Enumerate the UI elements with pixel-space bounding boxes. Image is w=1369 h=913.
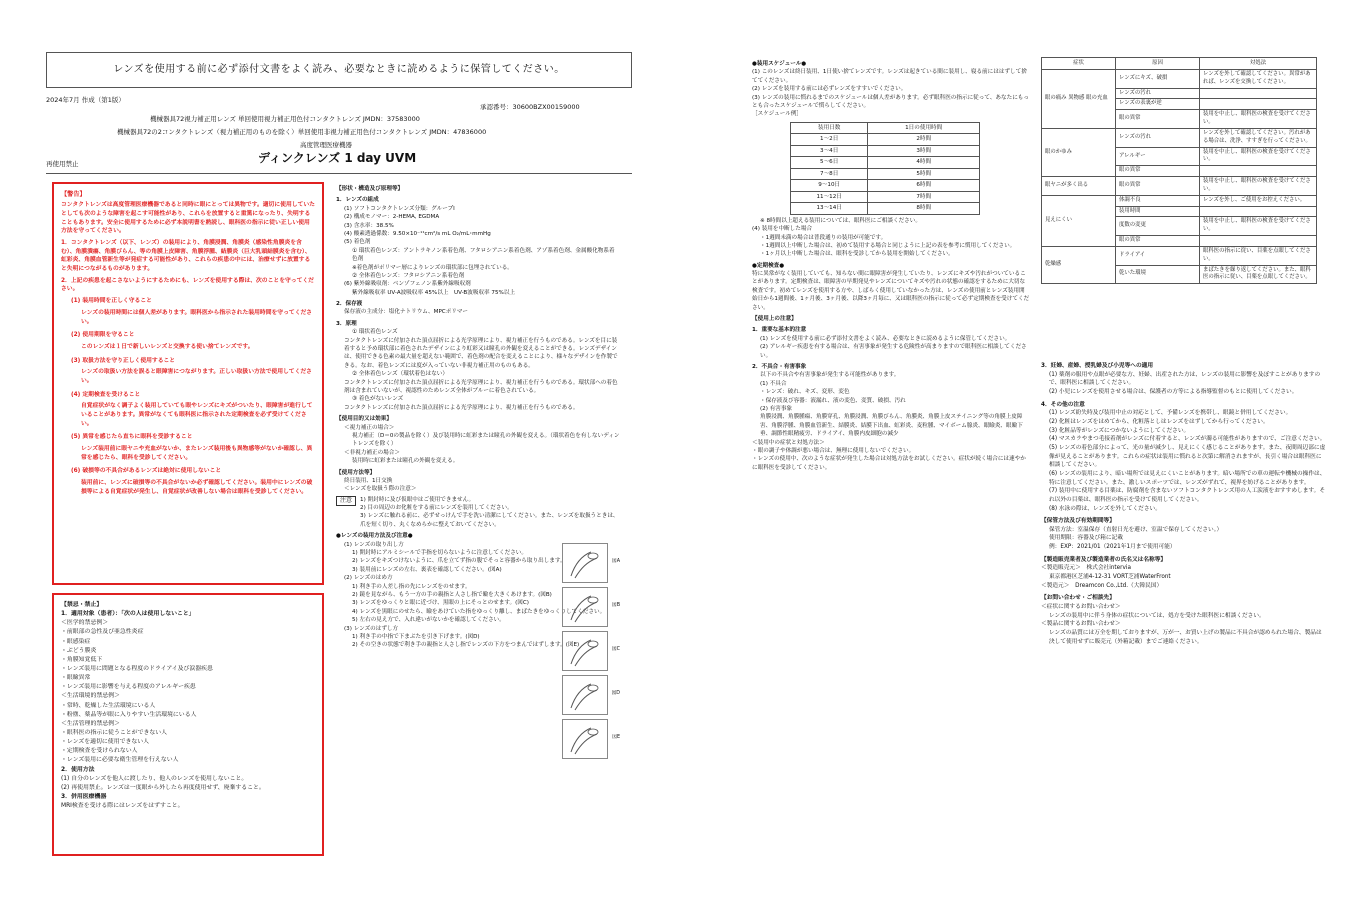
warning-sub-3-body: レンズの取扱い方法を誤ると眼障害につながります。正しい取扱い方法で使用してください。 — [81, 369, 312, 384]
schedule-row — [791, 157, 980, 169]
warning-sub-4-body: 自覚症状がなく調子よく装用していても眼やレンズにキズがついたり、眼障害が進行していることがあります。異常がなくても眼科医に指示された定期検査を必ず受けてください。 — [81, 403, 313, 427]
caution-line: 2) 目の周辺のお化粧をする前にレンズを装用してください。 — [360, 505, 513, 512]
spec-list — [336, 196, 620, 412]
warning-sub-2-title: (2) 使用期限を守ること — [71, 332, 135, 339]
spec-line: 3．原理 — [336, 320, 357, 327]
contact-line: レンズの装用中に伴う身体の症状については、処方を受けた眼科医に相談ください。 — [1049, 612, 1265, 619]
caution-block — [336, 496, 620, 530]
usage-line: ・レンズ：破れ、キズ、変形、変色 — [760, 389, 850, 396]
other-note-line: 4．その他の注意 — [1041, 401, 1085, 408]
contraindication-line: ・定期検査を受けられない人 — [61, 748, 138, 755]
handling-section-title: (2) レンズのはめ方 — [344, 575, 393, 582]
usage-line: 1．重要な基本的注意 — [752, 327, 807, 334]
hand-lens-icon — [565, 634, 605, 668]
spec-line: コンタクトレンズに付加された頂点屈折による光学原理により、視力補正を行うものである。レンズを目に装着すると予め環状部に着色されたデザインにより虹彩又は瞳孔の外観を変えることができる。レンズデザインは、使用できる色素の最大量を超えない範囲で、着色剤の配合を変えることにより、様々なデザインを作製できる。なお、着色レンズには度が入っていない非視力補正用のものもある。 — [344, 337, 618, 369]
schedule-column — [752, 57, 1030, 637]
interrupt-line: ・1週間以上中断した場合は、初めて装用する場合と同じように上記の表を参考に慣用してください。 — [760, 242, 1016, 249]
handling-step: 1) 利き手の人差し指の先にレンズをのせます。 — [352, 583, 471, 590]
symptom-note: ・レンズの使用中、次のような症状が発生した場合は対処方法をお試しください。症状が続く場合には速やかに眼科医を受診してください。 — [752, 456, 1026, 471]
warning-item-1: 1．コンタクトレンズ（以下、レンズ）の装用により、角膜浸潤、角膜炎（感染性角膜炎を含む）、角膜潰瘍、角膜びらん、等の角膜上皮障害、角膜浮腫、結膜炎（巨大乳頭結膜炎を含む）、虹彩炎、角膜血管新生等が発症する可能性があり、これらの疾患の中には、治療せずに放置すると失明につながるものがあります。 — [61, 240, 311, 273]
maker-line: ＜製造元＞ Dreamcon Co.,Ltd.（大韓民国） — [1041, 582, 1163, 589]
contraindication-line: ・前眼部の急性及び亜急性炎症 — [61, 629, 144, 636]
approval-number: 承認番号：30600BZX00159000 — [480, 103, 580, 111]
contraindication-line: (1) 自分のレンズを他人に渡したり、他人のレンズを使用しないこと。 — [61, 775, 248, 782]
warning-sub-6-body: 装用前に、レンズに破損等の不具合がないか必ず確認してください。装用中にレンズの破損等による自覚症状が発生し、自覚症状が改善しない場合は眼科を受診してください。 — [81, 480, 313, 495]
interrupt-list — [752, 234, 1030, 259]
other-note-line: (6) レンズの装用により、暗い場所では見えにくいことがあります。暗い場所での車の運転や機械の操作は、特に注意してください。また、激しいスポーツでは、レンズがずれて、視界を妨げることがあります。 — [1049, 470, 1326, 486]
header-divider — [46, 173, 632, 174]
storage-list — [1041, 526, 1326, 552]
warning-sub-1-body: レンズの装用時間には個人差があります。眼科医から指示された装用時間を守ってください。 — [81, 309, 313, 325]
contraindication-box — [52, 593, 324, 856]
contraindication-line: ・ぶどう膜炎 — [61, 647, 97, 654]
spec-line: ② 全体着色レンズ：フタロシアニン系着色剤 — [352, 272, 465, 279]
contact-line: レンズの品質には万全を期しておりますが、万が一、お買い上げの製品に不具合が認められた場合、製品は決して使用せずに販売元（外箱記載）までご連絡ください。 — [1049, 630, 1322, 645]
schedule-row — [791, 134, 980, 146]
cause-cell: 乾いた環境 — [1116, 265, 1200, 284]
checkup-title: ●定期検査● — [752, 262, 785, 269]
interrupt-line: ・1ヶ月以上中断した場合は、眼科を受診してから装用を開始してください。 — [760, 251, 954, 258]
action-cell: 装用を中止し、眼科医の検査を受けてください。 — [1200, 177, 1317, 196]
other-note-line: (1) 薬剤の服用や点眼が必要な方、妊婦、出産された方は、レンズの装用に影響を及ぼすことがありますので、眼科医に相談してください。 — [1049, 371, 1321, 387]
contact-list — [1041, 603, 1326, 646]
schedule-hours: 4時間 — [868, 157, 980, 169]
spec-line: 紫外線吸収率 UV-A波吸収率 45%以上 UV-B波吸収率 75%以上 — [352, 289, 516, 296]
schedule-header-days: 装用日数 — [791, 122, 868, 134]
schedule-hours: 7時間 — [868, 191, 980, 203]
handling-step: 5) 左右の見え方で、入れ違いがないかを確認してください。 — [352, 617, 505, 624]
symptom-cell: 見えにくい — [1042, 195, 1116, 246]
spec-title: 【形状・構造及び原理等】 — [336, 186, 404, 192]
figure-label: 図E — [612, 734, 620, 740]
figure-label: 図D — [611, 690, 620, 696]
cause-header: 原因 — [1116, 58, 1200, 70]
handling-section-title: (3) レンズのはずし方 — [344, 625, 399, 632]
contraindication-line: ＜医学的禁忌例＞ — [61, 620, 109, 627]
spec-line: (3) 含水率：38.5% — [344, 222, 394, 229]
warning-sub-1-title: (1) 装用時間を正しく守ること — [71, 298, 152, 305]
purpose-line: ＜非視力補正の場合＞ — [344, 449, 400, 456]
method-line: ＜レンズを取扱う際の注意＞ — [344, 486, 417, 493]
action-cell — [1200, 236, 1317, 247]
usage-list — [752, 326, 1030, 438]
spec-line: (1) ソフトコンタクトレンズ分類：グループⅠ — [344, 205, 455, 212]
classification-line-3: 高度管理医療機器 — [300, 141, 352, 149]
contraindication-list — [61, 610, 315, 811]
schedule-hours: 6時間 — [868, 180, 980, 192]
classification-line-2: 機械器具72の2コンタクトレンズ（視力補正用のものを除く）単回使用非視力補正用色付コンタクトレンズ JMDN：47836000 — [117, 128, 487, 136]
contraindication-line: ・眼瞼異常 — [61, 675, 91, 682]
cause-cell: 度数の変更 — [1116, 217, 1200, 236]
symptom-notes — [752, 447, 1030, 472]
schedule-table — [790, 122, 980, 215]
contraindication-line: (2) 再使用禁止。レンズは一度眼から外したら再度使用せず、廃棄すること。 — [61, 784, 265, 791]
warning-sub-5-body: レンズ装用前に眼ヤニや充血がないか、またレンズ装用後も異物感等がないか確認し、異常を感じたら、眼科を受診してください。 — [81, 446, 313, 461]
schedule-days: 3～4日 — [791, 145, 868, 157]
purpose-line: ＜視力補正の場合＞ — [344, 424, 395, 431]
other-note-line: (7) 装用中に使用する目薬は、防腐剤を含まないソフトコンタクトレンズ用の人工涙液をおすすめします。それ以外の目薬は、眼科医の指示を受けて使用してください。 — [1049, 488, 1326, 503]
contraindication-line: ・眼感染症 — [61, 638, 91, 645]
maker-line: 東京都港区芝浦4-12-31 VORT芝浦WaterFront — [1049, 574, 1171, 581]
spec-line: 保存液の主成分：塩化ナトリウム、MPCポリマー — [344, 309, 468, 316]
other-note-line: (4) マスカラやまつ毛接着剤がレンズに付着すると、レンズが濁る可能性がありますので、ご注意ください。 — [1049, 436, 1326, 443]
handling-step: 2) その空きの状態で利き手の親指と人さし指でレンズの下方をつまんではずします。(図E) — [352, 642, 580, 649]
cause-cell: アレルギー — [1116, 147, 1200, 166]
schedule-title: ●装用スケジュール● — [752, 61, 807, 67]
purpose-title: 【使用目的又は効果】 — [336, 416, 392, 423]
symptom-header: 症状 — [1042, 58, 1116, 70]
contraindication-title: 【禁忌・禁止】 — [61, 602, 103, 608]
handling-steps — [336, 541, 620, 740]
hand-lens-icon — [565, 590, 605, 624]
illustration-box — [562, 543, 608, 583]
contraindication-line: ・レンズ装用に問題となる程度のドライアイ及び涙器疾患 — [61, 665, 213, 672]
contraindication-line: MRI検査を受ける際にはレンズをはずすこと。 — [61, 803, 184, 810]
contact-title: 【お問い合わせ・ご相談先】 — [1041, 595, 1115, 602]
symptom-row — [1042, 195, 1317, 206]
spec-line: (5) 着色剤 — [344, 239, 371, 246]
product-title: ディンクレンズ 1 day UVM — [258, 151, 417, 165]
schedule-row — [791, 168, 980, 180]
usage-line: 2．不具合・有害事象 — [752, 363, 807, 370]
contraindication-line: ・粉塵、薬品等が眼に入りやすい生活環境にいる人 — [61, 711, 197, 718]
warning-sub-4-title: (4) 定期検査を受けること — [71, 391, 141, 398]
method-title: 【使用方法等】 — [336, 469, 376, 476]
schedule-hours: 3時間 — [868, 145, 980, 157]
contact-line: ＜症状に関するお問い合わせ＞ — [1041, 604, 1121, 611]
other-note-line: (2) 化粧はレンズをはめてから、化粧落としはレンズをはずしてから行ってください。 — [1049, 418, 1269, 425]
schedule-notes — [752, 68, 1030, 110]
storage-line: 使用期限：容器及び箱に記載 — [1049, 535, 1123, 542]
handling-step: 1) 開封時にアルミシールで手指を切らないように注意してください。 — [352, 550, 527, 557]
handling-step: 3) レンズをゆっくりと眼に近づけ、黒眼の上にそっとのせます。(図C) — [352, 600, 529, 607]
spec-line: ※着色剤がポリマー層によりレンズの環状部に包埋されている。 — [352, 264, 513, 271]
symptom-cell: 眼のかゆみ — [1042, 128, 1116, 176]
schedule-days: 13～14日 — [791, 203, 868, 215]
figure-label: 図C — [611, 646, 620, 652]
cause-cell: 眼の異常 — [1116, 236, 1200, 247]
schedule-row — [791, 191, 980, 203]
issue-date: 2024年7月 作成（第1版） — [46, 96, 125, 104]
action-header: 対処法 — [1200, 58, 1317, 70]
caution-list — [360, 496, 620, 530]
contraindication-line: ・眼科医の指示に従うことができない人 — [61, 729, 168, 736]
checkup-text: 特に異常がなく装用していても、知らない間に眼障害が発生していたり、レンズにキズや汚れがついていることがあります。定期検査は、眼障害の早期発見やレンズについてキズや汚れの状態の確認をするために大切な検査です。初めてレンズを使用する方や、しばらく使用していなかった方は、レンズの使用前とレンズ装用開始日から1週間後、1ヶ月後、3ヶ月後、以降3ヶ月毎に、又は眼科医の指示に従って必ず定期検査を受けてください。 — [752, 271, 1030, 311]
cause-cell: 眼の異常 — [1116, 110, 1200, 129]
schedule-line: (1) このレンズは終日装用、1日使い捨てレンズです。レンズは起きている間に装用し、寝る前にははずして捨ててください。 — [752, 69, 1027, 84]
symptom-cell: 眼の痛み 異物感 眼の充血 — [1042, 70, 1116, 129]
handling-step: 4) レンズを黒眼にのせたら、瞼をあけていた指をゆっくり離し、まばたきをゆっくりしてください。 — [352, 608, 606, 615]
storage-line: 例：EXP：2021/01（2021年1月まで使用可能） — [1049, 544, 1176, 551]
purpose-line: 視力補正（D＝0の製品を除く）及び装用時に虹彩または瞳孔の外観を変える。（環状着色を有しないディントレンズを除く） — [352, 432, 620, 448]
symptom-row — [1042, 128, 1317, 147]
schedule-table-label: ［スケジュール例］ — [752, 111, 803, 118]
reuse-prohibited-label: 再使用禁止 — [46, 160, 79, 168]
usage-line: ・保存液及び容器：液漏れ、液の変色、変質、破損、汚れ — [760, 397, 906, 404]
symptom-row — [1042, 70, 1317, 89]
schedule-hours: 2時間 — [868, 134, 980, 146]
spec-line: (6) 紫外線吸収剤：ベンゾフェノン系紫外線吸収剤 — [344, 281, 471, 288]
cause-cell: 体調不良 — [1116, 195, 1200, 206]
cause-cell: 装用時間 — [1116, 206, 1200, 217]
schedule-hours: 5時間 — [868, 168, 980, 180]
schedule-note: ※ 8時間以上超える装用については、眼科医にご相談ください。 — [760, 217, 921, 224]
handling-step: 1) 利き手の中指で下まぶたを引き下げます。(図D) — [352, 633, 480, 640]
contraindication-line: ・常時、乾燥した生活環境にいる人 — [61, 702, 156, 709]
symptom-row — [1042, 246, 1317, 265]
action-cell: 装用を中止し、眼科医の検査を受けてください。 — [1200, 147, 1317, 166]
handling-step: 3) 装用前にレンズの左右、裏表を確認してください。(図A) — [352, 566, 502, 573]
schedule-line: (3) レンズの装用に慣れるまでのスケジュールは個人差があります。必ず眼科医の指示に従って、あなたにもっとも合ったスケジュールで慣らしてください。 — [752, 94, 1029, 109]
schedule-days: 5～6日 — [791, 157, 868, 169]
warning-box — [52, 182, 324, 585]
spec-line: ③ 着色がないレンズ — [352, 396, 404, 403]
schedule-row — [791, 180, 980, 192]
cause-cell: 眼の異常 — [1116, 177, 1200, 196]
other-note-line: (2) 小児にレンズを使用させる場合は、保護者の方等による指導監督のもとに使用してください。 — [1049, 388, 1298, 395]
interrupt-line: ・1週間未満の場合は普段通りの装用が可能です。 — [760, 234, 887, 241]
cause-cell: レンズにキズ、破損 — [1116, 70, 1200, 89]
warning-sub-6-title: (6) 破損等の不具合があるレンズは絶対に使用しないこと — [71, 468, 222, 475]
cause-cell: レンズの汚れ — [1116, 128, 1200, 147]
spec-line: コンタクトレンズに付加された頂点屈折による光学原理により、視力補正を行うものである。 — [344, 404, 579, 411]
schedule-days: 9～10日 — [791, 180, 868, 192]
figure-label: 図B — [611, 602, 620, 608]
other-note-line: (5) レンズの着色部分によって、光の量が減少し、見えにくく感じることがあります。また、夜間周辺部に虚像が見えることがあります。これらの症状は装用に慣れると次第に解消されますが、長引く場合は眼科医に相談してください。 — [1049, 444, 1326, 469]
caution-tag: 注意 — [336, 496, 356, 506]
interrupt-title: (4) 装用を中断した場合 — [752, 226, 813, 233]
cause-cell: 眼の異常 — [1116, 166, 1200, 177]
hand-lens-icon — [565, 678, 605, 712]
hand-lens-icon — [565, 722, 605, 756]
figure-label: 図A — [611, 558, 620, 564]
contraindication-line: ＜生活管理的禁忌例＞ — [61, 720, 120, 727]
method-list — [336, 477, 620, 494]
schedule-header-hours: 1日の使用時間 — [868, 122, 980, 134]
handling-step: 2) レンズをキズつけないように、爪を立てず指の腹でそっと容器から取り出します。 — [352, 558, 566, 565]
illustration-box — [562, 631, 608, 671]
other-notes-list — [1041, 362, 1326, 513]
usage-line: 以下の不具合や有害事象が発生する可能性があります。 — [760, 372, 900, 379]
other-note-line: (1) レンズ紛失時及び装用中止の対応として、予備レンズを携帯し、眼鏡と併用してください。 — [1049, 410, 1292, 417]
symptom-cell: 眼ヤニが多く出る — [1042, 177, 1116, 196]
symptom-title: ＜装用中の症状と対処方法＞ — [752, 439, 825, 446]
symptom-note: ・眼の調子や体調が悪い場合は、無理に使用しないでください。 — [752, 447, 915, 454]
usage-notice-banner: レンズを使用する前に必ず添付文書をよく読み、必要なときに読めるように保管してください。 — [46, 52, 632, 88]
symptom-row — [1042, 177, 1317, 196]
warning-sub-2-body: このレンズは１日で新しいレンズと交換する使い捨てレンズです。 — [81, 343, 254, 350]
action-cell — [1200, 88, 1317, 99]
handling-step: 2) 鏡を見ながら、もう一方の手の親指と人さし指で瞼を大きくあけます。(図B) — [352, 591, 552, 598]
spec-line: (2) 構成モノマー：2-HEMA, EGDMA — [344, 214, 440, 221]
maker-line: ＜製造販売元＞ 株式会社intervia — [1041, 565, 1131, 572]
action-cell: まばたきを繰り返してください。また、眼科医の指示に従い、目薬を点眼してください。 — [1200, 265, 1317, 284]
action-cell: レンズを外し、ご使用をお控えください。 — [1200, 195, 1317, 206]
spec-line: (4) 酸素透過係数：9.50×10⁻¹¹cm²/s mL O₂/mL･mmHg — [344, 230, 491, 237]
storage-line: 保管方法：室温保存（直射日光を避け、室温で保存してください。） — [1049, 526, 1223, 533]
maker-list — [1041, 564, 1326, 590]
caution-line: 1) 開封時に及び仮眼中はご使用できません。 — [360, 496, 475, 503]
caution-line: 3) レンズに触れる前に、必ずせっけんで手を洗い清潔にしてください。また、レンズを取扱うときは、爪を短く切り、丸くなめらかに整えておいてください。 — [360, 513, 619, 528]
contraindication-line: 3．併用医療機器 — [61, 793, 107, 800]
spec-line: ① 環状着色レンズ：アントラキノン系着色剤、フタロシアニン系着色剤、アゾ系着色剤、金属酸化物系着色剤 — [352, 247, 615, 263]
spec-line: ② 全体着色レンズ（環状着色はない） — [352, 371, 448, 378]
other-notes-column — [1041, 358, 1326, 788]
purpose-list — [336, 424, 620, 466]
action-cell — [1200, 206, 1317, 217]
handling-title: ●レンズの装用方法及び注意● — [336, 533, 413, 540]
maker-title: 【製造販売業者及び製造業者の氏名又は名称等】 — [1041, 556, 1167, 563]
illustration-box — [562, 587, 608, 627]
schedule-line: (2) レンズを装用する前には必ずレンズをすすいでください。 — [752, 86, 907, 93]
symptom-cell: 乾燥感 — [1042, 246, 1116, 283]
contraindication-line: ・レンズ装用に影響を与える程度のアレルギー疾患 — [61, 684, 196, 691]
contraindication-line: ＜生活環境的禁忌例＞ — [61, 693, 120, 700]
storage-title: 【保管方法及び有効期間等】 — [1041, 518, 1115, 525]
contraindication-line: ・レンズ装用に必要な衛生管理を行えない人 — [61, 757, 179, 764]
spec-line: ① 環状着色レンズ — [352, 329, 398, 336]
contraindication-line: ・角膜知覚低下 — [61, 656, 103, 663]
spec-line: 2．保存液 — [336, 301, 363, 308]
usage-line: (1) 不具合 — [760, 380, 787, 387]
other-note-line: 3．妊婦、産婦、授乳婦及び小児等への適用 — [1041, 363, 1154, 369]
illustration-box — [562, 719, 608, 759]
action-cell: 装用を中止し、眼科医の検査を受けてください。 — [1200, 217, 1317, 236]
schedule-hours: 8時間 — [868, 203, 980, 215]
usage-title: 【使用上の注意】 — [752, 316, 797, 323]
contraindication-line: 2．使用方法 — [61, 766, 95, 773]
cause-cell: レンズの表裏が逆 — [1116, 99, 1200, 110]
spec-line: コンタクトレンズに付加された頂点屈折による光学原理により、視力補正を行うものである。環状部への着色剤は含まれていないが、視認性のためレンズ全体がブルーに着色されている。 — [344, 379, 618, 394]
schedule-days: 1～2日 — [791, 134, 868, 146]
warning-sub-5-title: (5) 異常を感じたら直ちに眼科を受診すること — [71, 434, 193, 441]
cause-cell: ドライアイ — [1116, 246, 1200, 265]
contraindication-line: 1．適用対象（患者）：「次の人は使用しないこと」 — [61, 611, 195, 618]
schedule-row — [791, 145, 980, 157]
illustration-box — [562, 675, 608, 715]
action-cell: 眼科医の指示に従い、目薬を点眼してください。 — [1200, 246, 1317, 265]
classification-line-1: 機械器具72視力補正用レンズ 単回使用視力補正用色付コンタクトレンズ JMDN：37583000 — [150, 115, 420, 123]
warning-item-2: 2．上記の疾患を起こさないようにするためにも、レンズを使用する際は、次のことを守ってください。 — [61, 277, 314, 293]
schedule-days: 11～12日 — [791, 191, 868, 203]
usage-line: (1) レンズを使用する前に必ず添付文書をよく読み、必要なときに読めるように保管してください。 — [760, 335, 1011, 342]
schedule-days: 7～8日 — [791, 168, 868, 180]
other-note-line: (3) 化粧品等がレンズにつかないようにしてください。 — [1049, 427, 1190, 434]
usage-line: (2) 有害事象 — [760, 405, 793, 412]
warning-sub-3-title: (3) 取扱方法を守り正しく使用すること — [71, 357, 176, 364]
method-line: 終日装用、1日交換 — [344, 477, 393, 484]
action-cell: レンズを外して確認してください。汚れがある場合は、洗浄、すすぎを行ってください。 — [1200, 128, 1317, 147]
action-cell: 装用を中止し、眼科医の検査を受けてください。 — [1200, 110, 1317, 129]
handling-section-title: (1) レンズの取り出し方 — [344, 541, 404, 548]
warning-intro: コンタクトレンズは高度管理医療機器であると同時に眼にとっては異物です。適切に使用していたとしても次のような障害を起こす可能性があり、これらを放置すると重篤になったり、失明することもあります。安全に使用するために必ず本説明書を熟読し、眼科医の指示に従い正しい使用方法を守ってください。 — [61, 202, 315, 235]
symptom-table — [1041, 57, 1317, 284]
hand-lens-icon — [565, 546, 605, 580]
usage-line: 角膜浸潤、角膜腫瘍、角膜穿孔、角膜浸潤、角膜びらん、角膜炎、角膜上皮ステイニング等の角膜上皮障害、角膜浮腫、角膜血管新生、結膜炎、結膜下出血、虹彩炎、麦粒腫、マイボーム腺炎、眼瞼炎、眼瞼下垂、調節性眼精疲労、ドライアイ、角膜内皮細胞の減少 — [760, 414, 1023, 438]
usage-line: (2) アレルギー疾患を有する場合は、有害事象が発生する危険性が高まりますので眼科医に相談してください。 — [760, 344, 1027, 359]
other-note-line: (8) 水泳の際は、レンズを外してください。 — [1049, 505, 1161, 512]
purpose-line: 装用時に虹彩または瞳孔の外観を変える。 — [352, 458, 459, 465]
schedule-row — [791, 203, 980, 215]
cause-cell: レンズの汚れ — [1116, 88, 1200, 99]
contraindication-line: ・レンズを適切に使用できない人 — [61, 739, 150, 746]
action-cell — [1200, 166, 1317, 177]
action-cell: レンズを外して確認してください。異常があれば、レンズを交換してください。 — [1200, 70, 1317, 89]
spec-line: 1．レンズの組成 — [336, 197, 379, 204]
spec-column — [336, 182, 620, 857]
warning-title: 【警告】 — [61, 191, 86, 198]
action-cell — [1200, 99, 1317, 110]
contact-line: ＜製品に関するお問い合わせ＞ — [1041, 621, 1121, 628]
